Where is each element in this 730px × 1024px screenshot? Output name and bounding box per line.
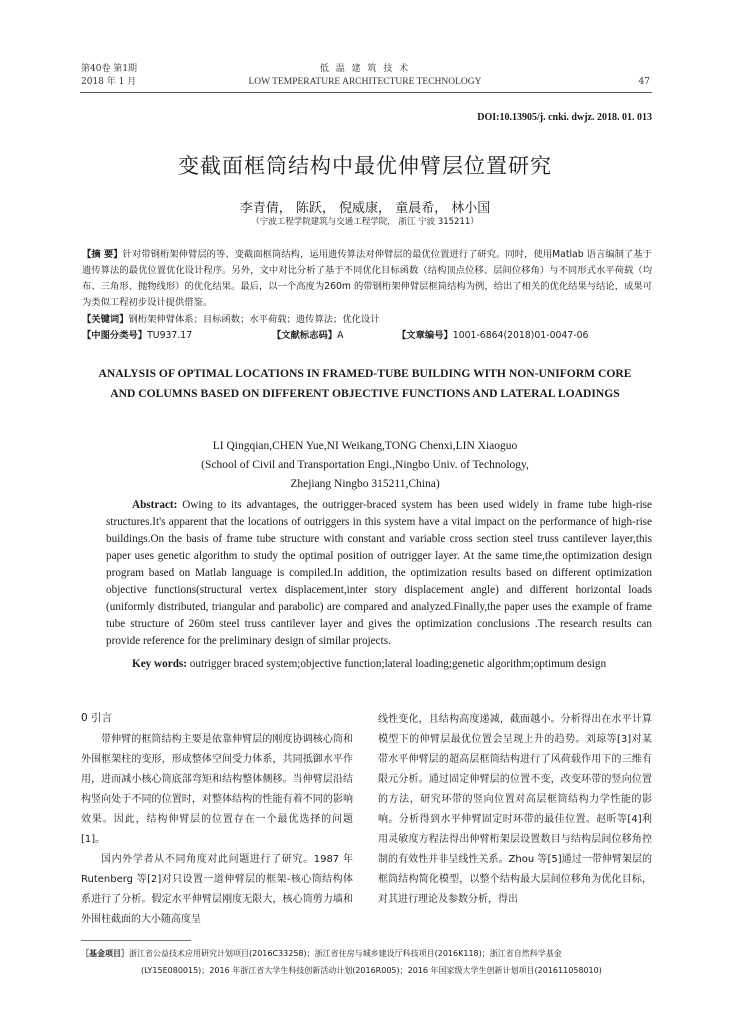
paragraph: 带伸臂的框筒结构主要是依靠伸臂层的刚度协调核心筒和外围框架柱的变形，形成整体空间受力体系，共同抵御水平作用，进而减小核心筒底部弯矩和结构整体侧移。当伸臂层沿结构竖向处于不同的位置时，对整体结构的性能有着不同的影响效果。因此，结构伸臂层的位置存在一个最优选择的问题[1]。	[81, 734, 353, 845]
abstract-cn-text: 针对带钢桁架伸臂层的等、变截面框筒结构，运用遗传算法对伸臂层的最优位置进行了研究。同时，使用Matlab 语言编制了基于遗传算法的最优位置优化设计程序。另外，文中对比分析了基于不同优化目标函数（结构顶点位移、层间位移角）与不同形式水平荷载（均布、三角形、抛物线形）的优化结果。最后，以一个高度为260m 的带钢桁架伸臂层框筒结构为例，给出了相关的优化结果与结论，成果可为类似工程初步设计提供借鉴。	[82, 249, 652, 308]
abstract-cn-label: 【摘 要】	[82, 249, 123, 260]
funding-label: ［基金项目］	[81, 949, 129, 958]
header-rule	[80, 92, 652, 93]
left-column	[81, 730, 353, 930]
header-journal-en: LOW TEMPERATURE ARCHITECTURE TECHNOLOGY	[248, 77, 482, 87]
funding-line-2: (LY15E080015)；2016 年浙江省大学生科技创新活动计划(2016R005)；2016 年国家级大学生创新计划项目(201611058010)	[141, 966, 602, 975]
footnote-rule	[81, 940, 191, 941]
title-en: ANALYSIS OF OPTIMAL LOCATIONS IN FRAMED-TUBE BUILDING WITH NON-UNIFORM CORE AND COLUMNS BASED ON DIFFERENT OBJECTIVE FUNCTIONS AND LATERAL LOADINGS	[98, 367, 632, 400]
doc-value: A	[337, 330, 344, 341]
funding-line-1: 浙江省公益技术应用研究计划项目(2016C33258)；浙江省住房与城乡建设厅科技项目(2016K118)；浙江省自然科学基金	[129, 949, 562, 958]
keywords-en-label: Key words:	[132, 658, 187, 670]
right-column	[378, 710, 652, 910]
authors-cn: 李青倩， 陈跃， 倪威康， 童晨希， 林小国	[239, 201, 491, 216]
abstract-en-label: Abstract:	[132, 499, 178, 511]
header-volume: 第40卷 第1期	[81, 64, 138, 74]
paragraph: 国内外学者从不同角度对此问题进行了研究。1987 年 Rutenberg 等[2]对只设置一道伸臂层的框架-核心筒结构体系进行了分析。假定水平伸臂层刚度无限大，核心筒剪力墙和外围柱截面的大小随高度呈	[81, 854, 353, 925]
clc-value: TU937.17	[147, 330, 193, 341]
funding-note	[81, 945, 651, 979]
affiliation-en-1: (School of Civil and Transportation Engi.,Ningbo Univ. of Technology,	[201, 459, 529, 471]
art-value: 1001-6864(2018)01-0047-06	[452, 330, 589, 341]
keywords-en-text: outrigger braced system;objective function;lateral loading;genetic algorithm;optimum design	[189, 658, 607, 670]
keywords-cn	[82, 312, 652, 328]
abstract-en	[106, 497, 652, 650]
doi: DOI:10.13905/j. cnki. dwjz. 2018. 01. 013	[477, 112, 652, 123]
affiliation-en-2: Zhejiang Ningbo 315211,China)	[290, 478, 440, 490]
section-heading: 0 引言	[81, 712, 113, 724]
classification	[82, 328, 652, 344]
doc-label: 【文献标志码】	[272, 330, 338, 341]
page-number: 47	[638, 77, 650, 87]
abstract-cn	[82, 247, 652, 311]
clc-label: 【中图分类号】	[82, 330, 148, 341]
authors-en: LI Qingqian,CHEN Yue,NI Weikang,TONG Chenxi,LIN Xiaoguo	[212, 440, 518, 452]
abstract-en-text: Owing to its advantages, the outrigger-braced system has been used widely in frame tube high-rise structures.It's apparent that the locations of outriggers in this system have a vital impact on the performance of high-rise buildings.On the basis of frame tube structure with constant and variable cross section steel truss cantilever layer,this paper uses genetic algorithm to study the optimal position of outrigger layer. At the same time,the optimization design program based on Matlab language is compiled.In addition, the optimization results based on different optimization objective functions(structural vertex displacement,inter story displacement angle) and different horizontal loads (uniformly distributed, triangular and parabolic) are compared and analyzed.Finally,the paper uses the example of frame tube structure of 260m steel truss cantilever layer and gives the optimization conclusions .The research results can provide reference for the preliminary design of similar projects.	[106, 499, 653, 647]
keywords-cn-label: 【关键词】	[82, 314, 129, 325]
header-journal-cn: 低 温 建 筑 技 术	[319, 64, 411, 74]
page-title: 变截面框筒结构中最优伸臂层位置研究	[178, 154, 552, 178]
affiliation-cn: （宁波工程学院建筑与交通工程学院， 浙江 宁波 315211）	[251, 217, 479, 227]
art-label: 【文章编号】	[397, 330, 453, 341]
authors-en-block	[0, 437, 730, 494]
keywords-cn-text: 钢桁架伸臂体系；目标函数；水平荷载；遗传算法；优化设计	[128, 314, 380, 325]
header-date: 2018 年 1 月	[81, 77, 137, 87]
paragraph: 线性变化，且结构高度递减，截面越小。分析得出在水平计算模型下的伸臂层最优位置会呈现上升的趋势。刘琼等[3]对某带水平伸臂层的超高层框筒结构进行了风荷载作用下的三维有限元分析。通过固定伸臂层的位置不变，改变环带的竖向位置的方法，研究环带的竖向位置对高层框筒结构力学性能的影响。分析得到水平伸臂固定时环带的最佳位置。赵昕等[4]利用灵敏度方程法得出伸臂桁架层设置数目与结构层间位移角控制的有效性并非呈线性关系。Zhou 等[5]通过一带伸臂架层的框筒结构简化模型，以整个结构最大层间位移角为优化目标，对其进行理论及参数分析，得出	[378, 714, 652, 905]
keywords-en	[106, 655, 652, 674]
